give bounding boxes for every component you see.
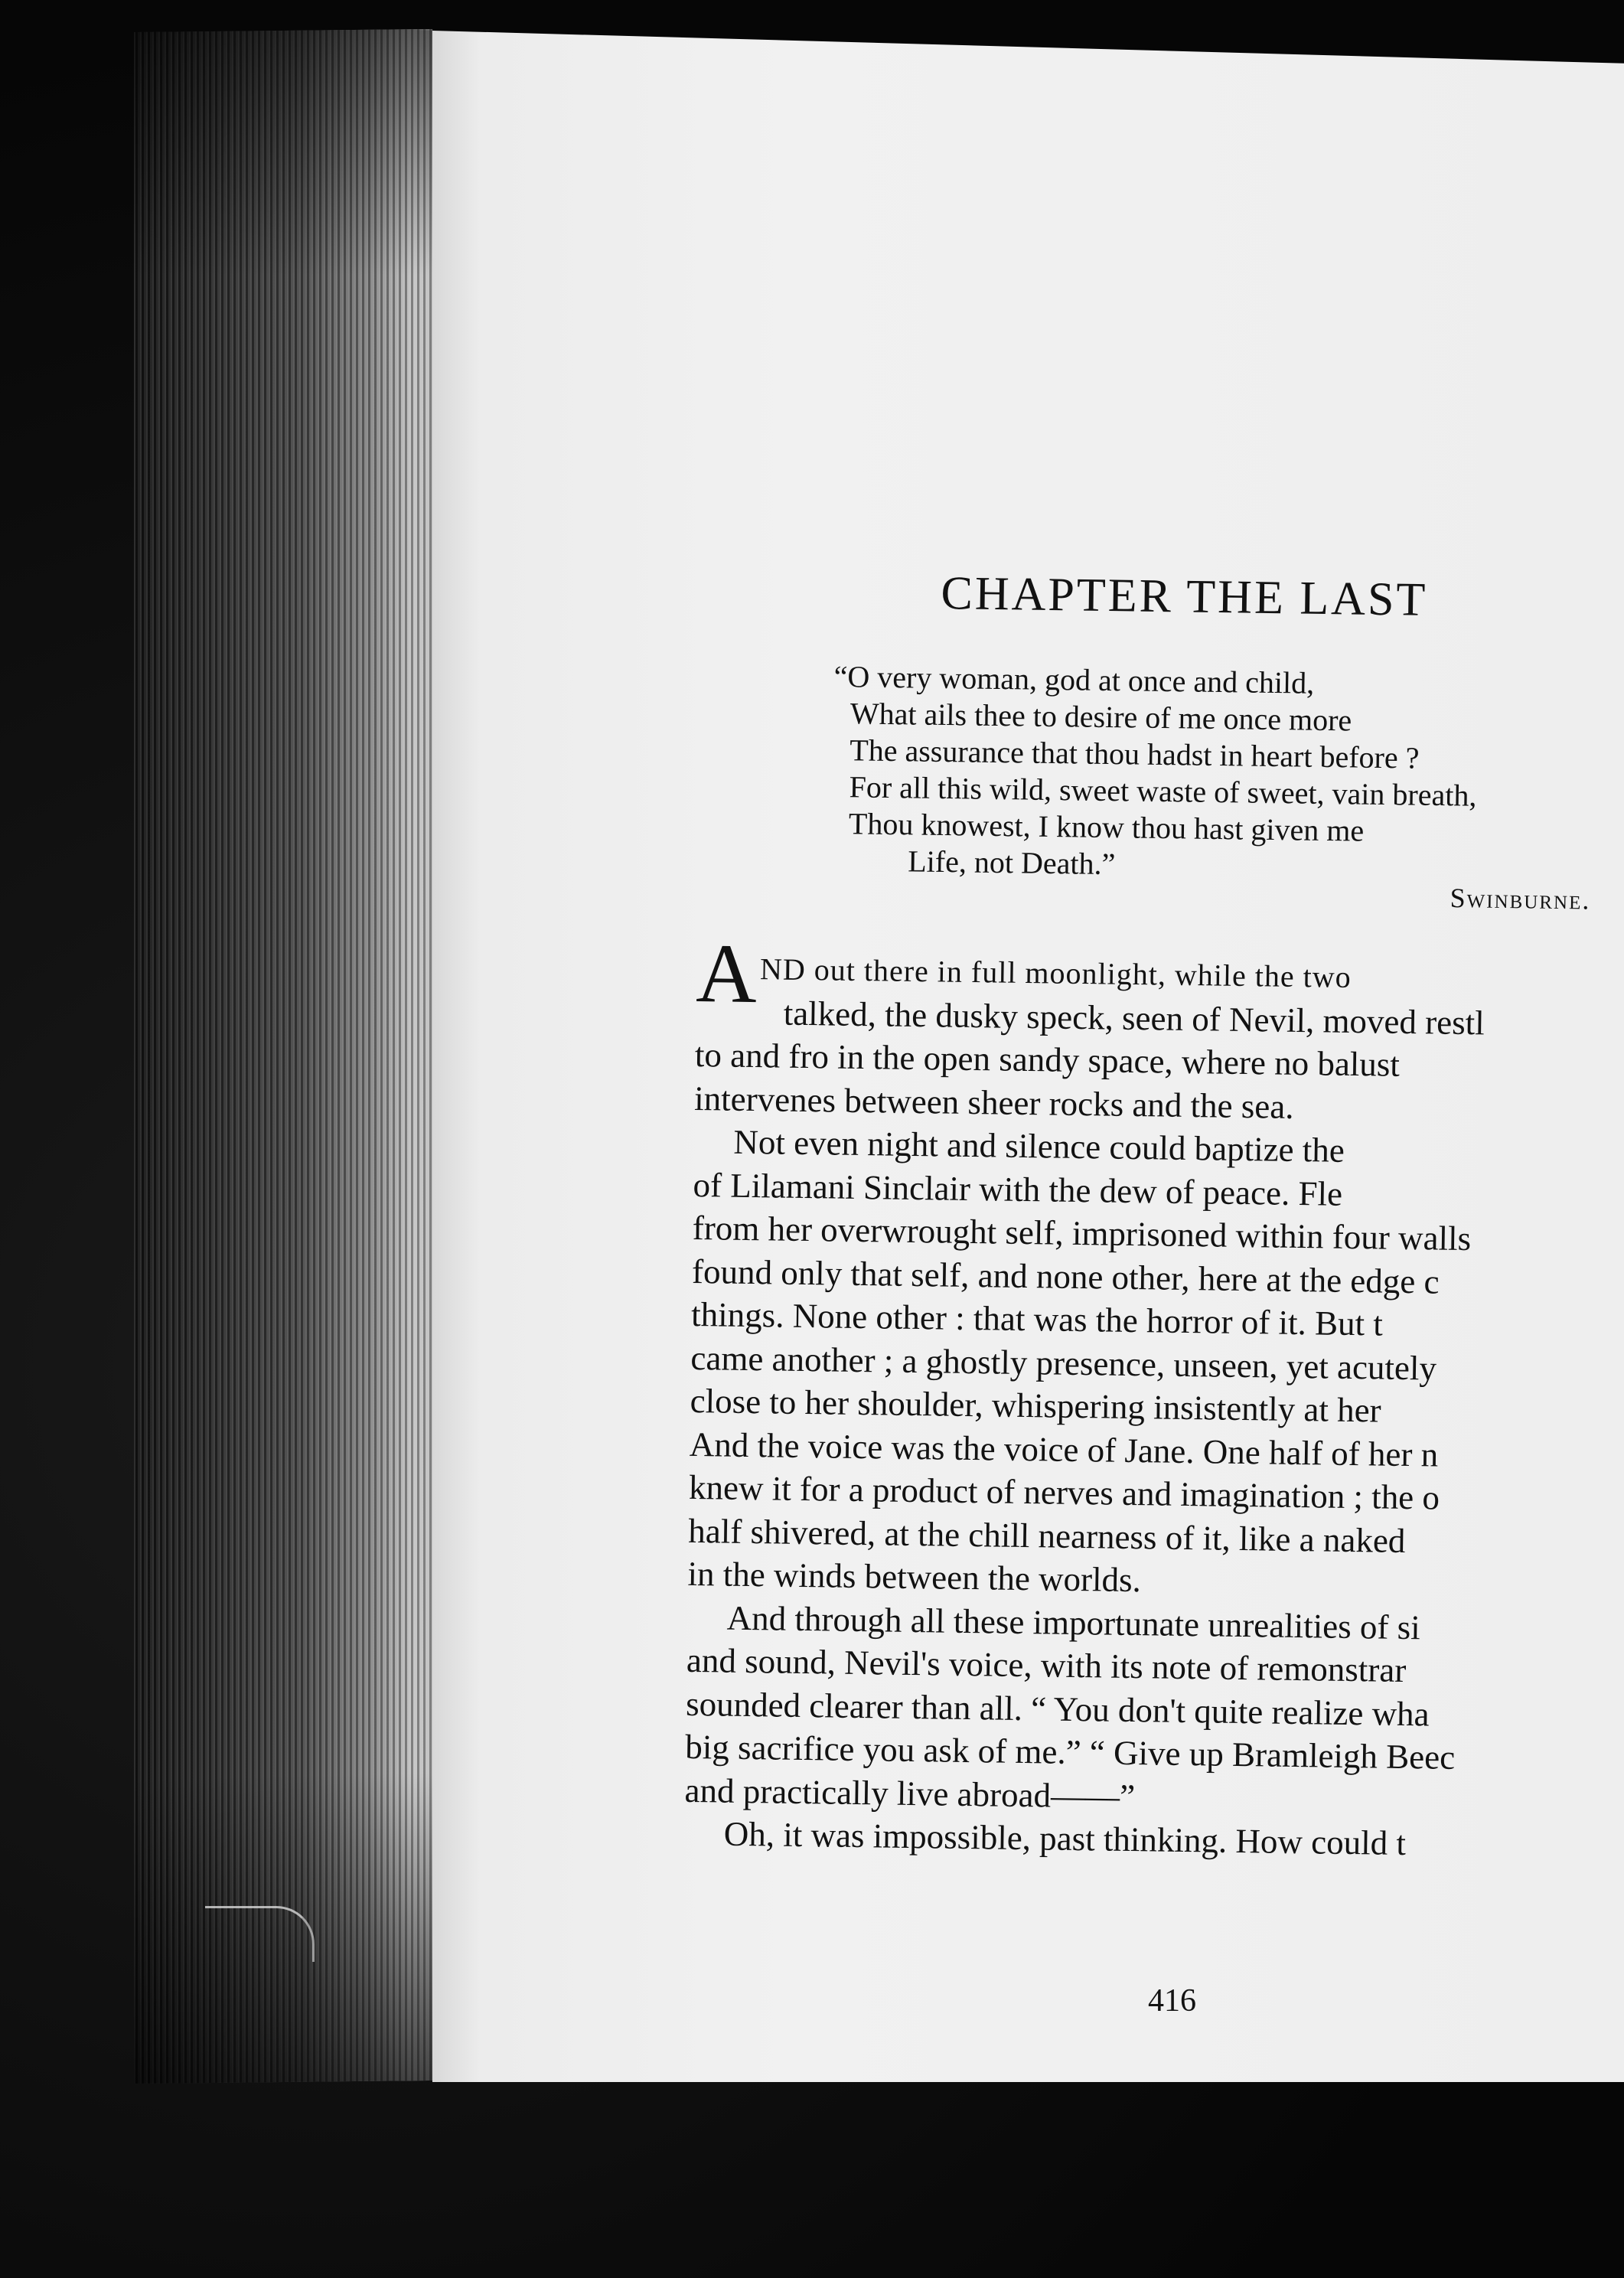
chapter-title: CHAPTER THE LAST [941, 566, 1428, 626]
body-line: sounded clearer than all. “ You don't quite realize wha [685, 1684, 1430, 1733]
body-line: And through all these importunate unrealities of si [726, 1598, 1421, 1646]
paper-scratch-mark [205, 1906, 315, 1962]
body-text [683, 926, 1485, 1866]
epigraph-line: What ails thee to desire of me once more [850, 696, 1352, 738]
body-line: knew it for a product of nerves and imagination ; the o [688, 1467, 1440, 1517]
epigraph-line: For all this wild, sweet waste of sweet, vain breath, [849, 769, 1477, 813]
body-line: to and fro in the open sandy space, where no balust [694, 1035, 1401, 1084]
epigraph [831, 658, 1479, 888]
page-number: 416 [1148, 1983, 1196, 2019]
page-block-edges [134, 29, 432, 2084]
body-line: And the voice was the voice of Jane. One half of her n [689, 1425, 1439, 1474]
body-line: close to her shoulder, whispering insistently at her [690, 1381, 1381, 1430]
epigraph-line: Thou knowest, I know thou hast given me [848, 806, 1365, 848]
body-line: Not even night and silence could baptize the [733, 1122, 1345, 1170]
drop-cap: A [695, 926, 758, 1021]
body-line: came another ; a ghostly presence, unseen, yet acutely [690, 1338, 1437, 1388]
body-line: Oh, it was impossible, past thinking. How could t [723, 1814, 1407, 1863]
body-line: found only that self, and none other, here at the edge c [691, 1252, 1440, 1301]
epigraph-line: The assurance that thou hadst in heart before ? [850, 733, 1420, 775]
body-line: talked, the dusky speck, seen of Nevil, moved restl [783, 994, 1485, 1042]
body-line: big sacrifice you ask of me.” “ Give up Bramleigh Beec [685, 1727, 1456, 1777]
epigraph-line: Life, not Death.” [907, 844, 1116, 882]
body-line: from her overwrought self, imprisoned within four walls [692, 1208, 1472, 1258]
body-line: half shivered, at the chill nearness of it, like a naked [687, 1511, 1406, 1560]
body-line: intervenes between sheer rocks and the sea. [693, 1079, 1294, 1126]
body-line: of Lilamani Sinclair with the dew of peace. Fle [693, 1165, 1343, 1213]
body-line: and sound, Nevil's voice, with its note of remonstrar [686, 1640, 1407, 1690]
body-line: and practically live abroad——” [684, 1771, 1136, 1816]
epigraph-attribution: Swinburne. [1450, 882, 1591, 915]
body-line: in the winds between the worlds. [687, 1554, 1142, 1600]
body-line: things. None other : that was the horror of it. But t [690, 1294, 1384, 1343]
first-line-text: ND out there in full moonlight, while the two [759, 951, 1352, 994]
epigraph-line: “O very woman, god at once and child, [833, 658, 1315, 700]
